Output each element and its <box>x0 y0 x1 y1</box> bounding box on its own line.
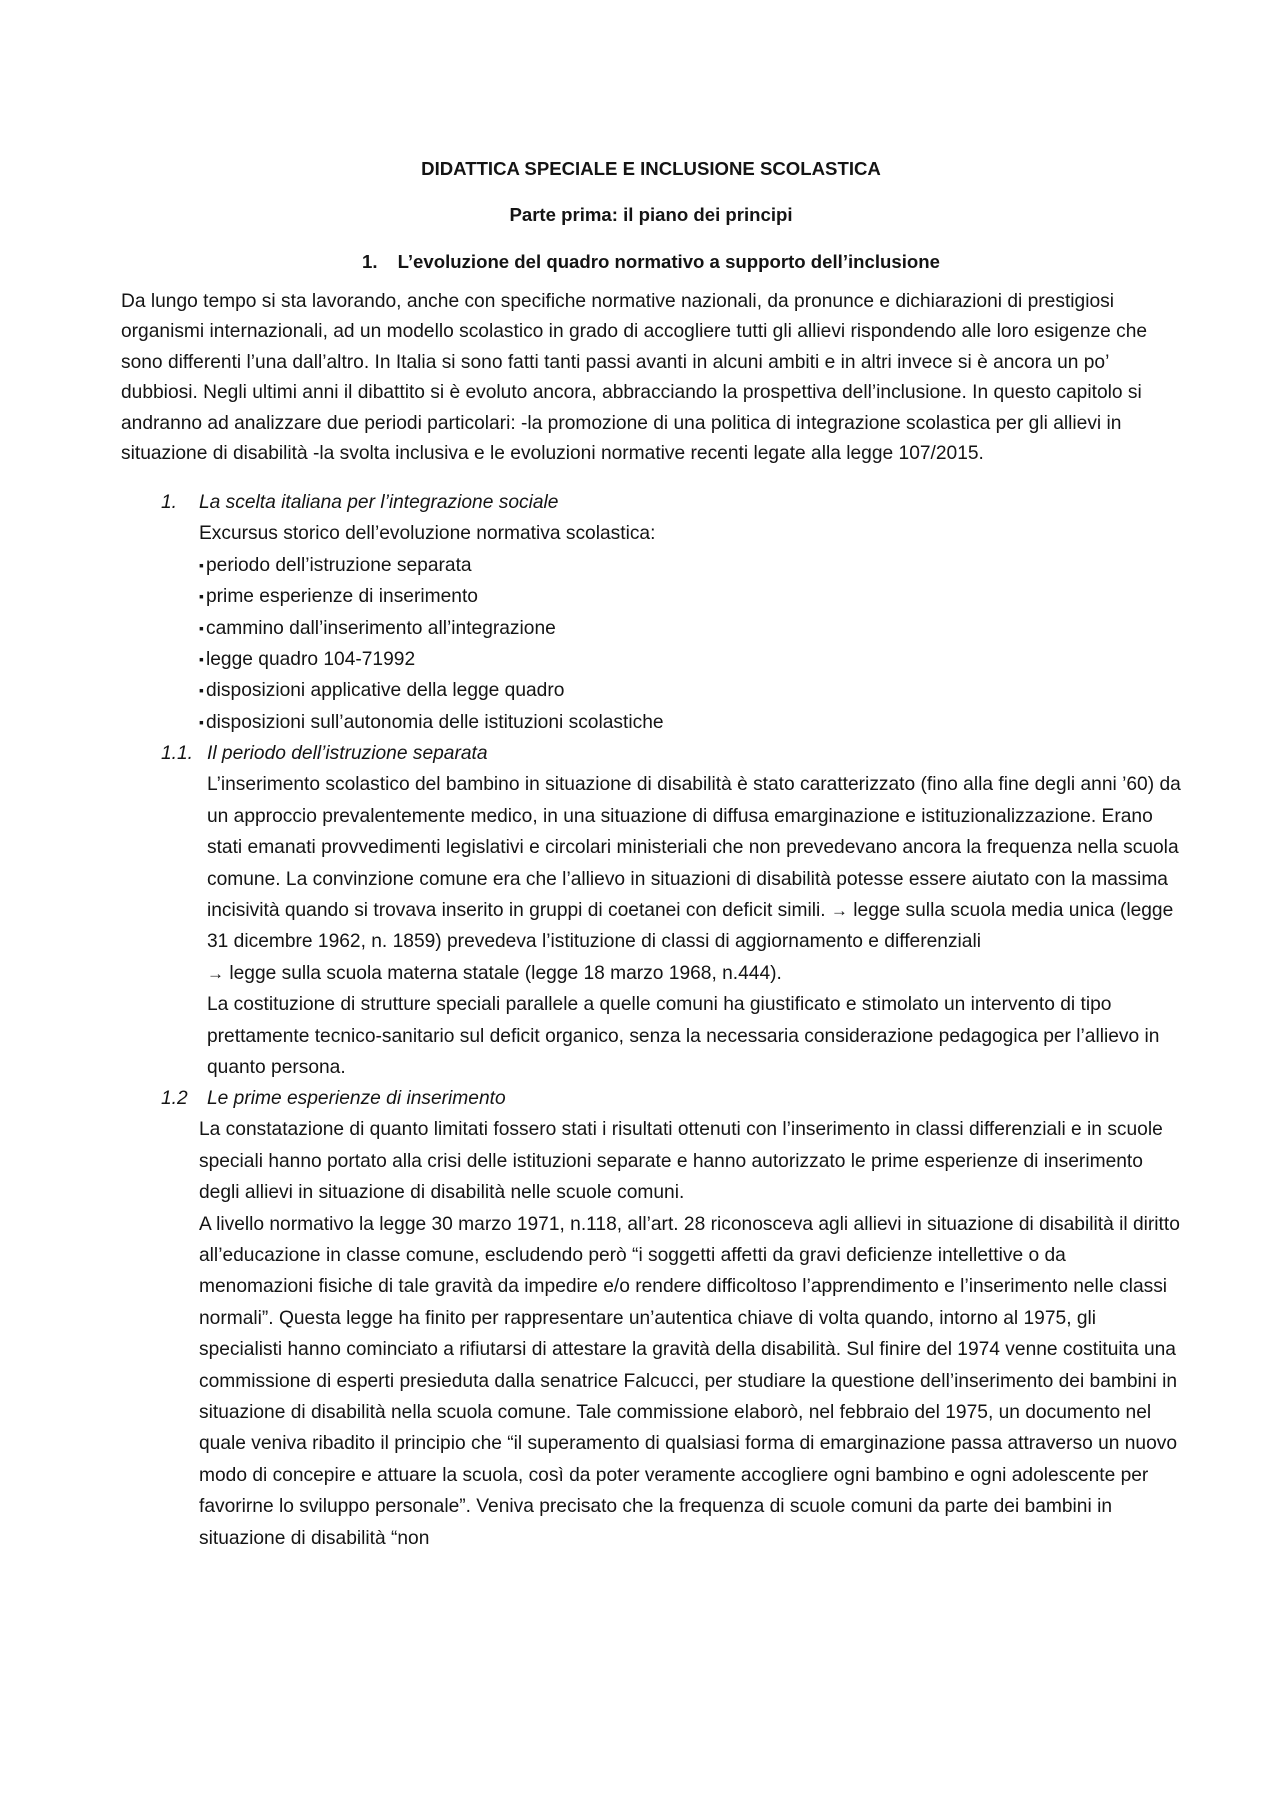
section-1-1-paragraph-1: L’inserimento scolastico del bambino in situazione di disabilità è stato caratterizzato (fino alla fine degli anni ’60) da un approccio prevalentemente medico, in una situazione di diffusa emarginazione e istituzionalizzazione. Erano stati emanati provvedimenti legislativi e circolari ministeriali che non prevedevano ancora la frequenza nella scuola comune. La convinzione comune era che l’allievo in situazioni di disabilità potesse essere aiutato con la massima incisività quando si trovava inserito in gruppi di coetanei con deficit simili. → legge sulla scuola media unica (legge 31 dicembre 1962, n. 1859) prevedeva l’istituzione di classi di aggiornamento e differenziali → legge sulla scuola materna statale (legge 18 marzo 1968, n.444). <box>207 769 1181 989</box>
chapter-title: L’evoluzione del quadro normativo a supporto dell’inclusione <box>397 251 940 272</box>
section-1-lead: Excursus storico dell’evoluzione normativa scolastica: <box>199 523 656 545</box>
arrow-right-icon: → <box>207 963 224 983</box>
section-1-2-title: Le prime esperienze di inserimento <box>207 1088 506 1110</box>
section-1-heading <box>121 487 1181 518</box>
section-1-1-body <box>121 769 1181 1083</box>
section-1-1-heading <box>121 738 1181 769</box>
list-item: ▪ prime esperienze di inserimento <box>199 581 1181 612</box>
document-title: DIDATTICA SPECIALE E INCLUSIONE SCOLASTICA <box>421 158 881 179</box>
section-1-1-paragraph-2: La costituzione di strutture speciali parallele a quelle comuni ha giustificato e stimolato un intervento di tipo prettamente tecnico-sanitario sul deficit organico, senza la necessaria considerazione pedagogica per l’allievo in quanto persona. <box>207 994 1160 1078</box>
bullet-icon: ▪ <box>199 651 204 668</box>
chapter-number: 1. <box>362 251 378 272</box>
list-item: ▪ periodo dell’istruzione separata <box>199 550 1181 581</box>
list-item: ▪ disposizioni sull’autonomia delle istituzioni scolastiche <box>199 707 1181 738</box>
list-item: ▪ legge quadro 104-71992 <box>199 644 1181 675</box>
bullet-icon: ▪ <box>199 588 204 605</box>
section-1-number: 1. <box>161 492 178 514</box>
section-1-2-heading <box>121 1083 1181 1114</box>
bullet-icon: ▪ <box>199 619 204 636</box>
section-1-2-body <box>121 1114 1181 1554</box>
intro-paragraph: Da lungo tempo si sta lavorando, anche con specifiche normative nazionali, da pronunce e dichiarazioni di prestigiosi organismi internazionali, ad un modello scolastico in grado di accogliere tutti gli allievi rispondendo alle loro esigenze che sono differenti l’una dall’altro. In Italia si sono fatti tanti passi avanti in alcuni ambiti e in altri invece si è ancora un po’ dubbiosi. Negli ultimi anni il dibattito si è evoluto ancora, abbracciando la prospettiva dell’inclusione. In questo capitolo si andranno ad analizzare due periodi particolari: -la promozione di una politica di integrazione scolastica per gli allievi in situazione di disabilità -la svolta inclusiva e le evoluzioni normative recenti legate alla legge 107/2015. <box>121 291 1148 465</box>
chapter-heading <box>121 249 1181 274</box>
section-1-1-title: Il periodo dell’istruzione separata <box>207 743 488 765</box>
section-1-2-paragraph-1: La constatazione di quanto limitati fossero stati i risultati ottenuti con l’inserimento in classi differenziali e in scuole speciali hanno portato alla crisi delle istituzioni separate e hanno autorizzato le prime esperienze di inserimento degli allievi in situazione di disabilità nelle scuole comuni. <box>199 1119 1163 1204</box>
list-item: ▪ disposizioni applicative della legge quadro <box>199 675 1181 706</box>
section-1-1-number: 1.1. <box>161 743 194 765</box>
section-1-title: La scelta italiana per l’integrazione sociale <box>199 492 559 514</box>
document-body <box>121 150 1181 1554</box>
bullet-icon: ▪ <box>199 682 204 699</box>
list-item: ▪ cammino dall’inserimento all’integrazione <box>199 613 1181 644</box>
section-1-body <box>121 518 1181 738</box>
section-1-2-number: 1.2 <box>161 1088 188 1110</box>
part-heading: Parte prima: il piano dei principi <box>509 204 793 225</box>
bullet-icon: ▪ <box>199 556 204 573</box>
bullet-icon: ▪ <box>199 713 204 730</box>
arrow-right-icon: → <box>830 900 848 920</box>
section-1-2-paragraph-2: A livello normativo la legge 30 marzo 1971, n.118, all’art. 28 riconosceva agli allievi in situazione di disabilità il diritto all’educazione in classe comune, escludendo però “i soggetti affetti da gravi deficienze intellettive o da menomazioni fisiche di tale gravità da impedire e/o rendere difficoltoso l’apprendimento e l’inserimento nelle classi normali”. Questa legge ha finito per rappresentare un’autentica chiave di volta quando, intorno al 1975, gli specialisti hanno cominciato a rifiutarsi di attestare la gravità della disabilità. Sul finire del 1974 venne costituita una commissione di esperti presieduta dalla senatrice Falcucci, per studiare la questione dell’inserimento dei bambini in situazione di disabilità nella scuola comune. Tale commissione elaborò, nel febbraio del 1975, un documento nel quale veniva ribadito il principio che “il superamento di qualsiasi forma di emarginazione passa attraverso un nuovo modo di concepire e attuare la scuola, così da poter veramente accogliere ogni bambino e ogni adolescente per favorirne lo sviluppo personale”. Veniva precisato che la frequenza di scuole comuni da parte dei bambini in situazione di disabilità “non <box>199 1213 1180 1549</box>
